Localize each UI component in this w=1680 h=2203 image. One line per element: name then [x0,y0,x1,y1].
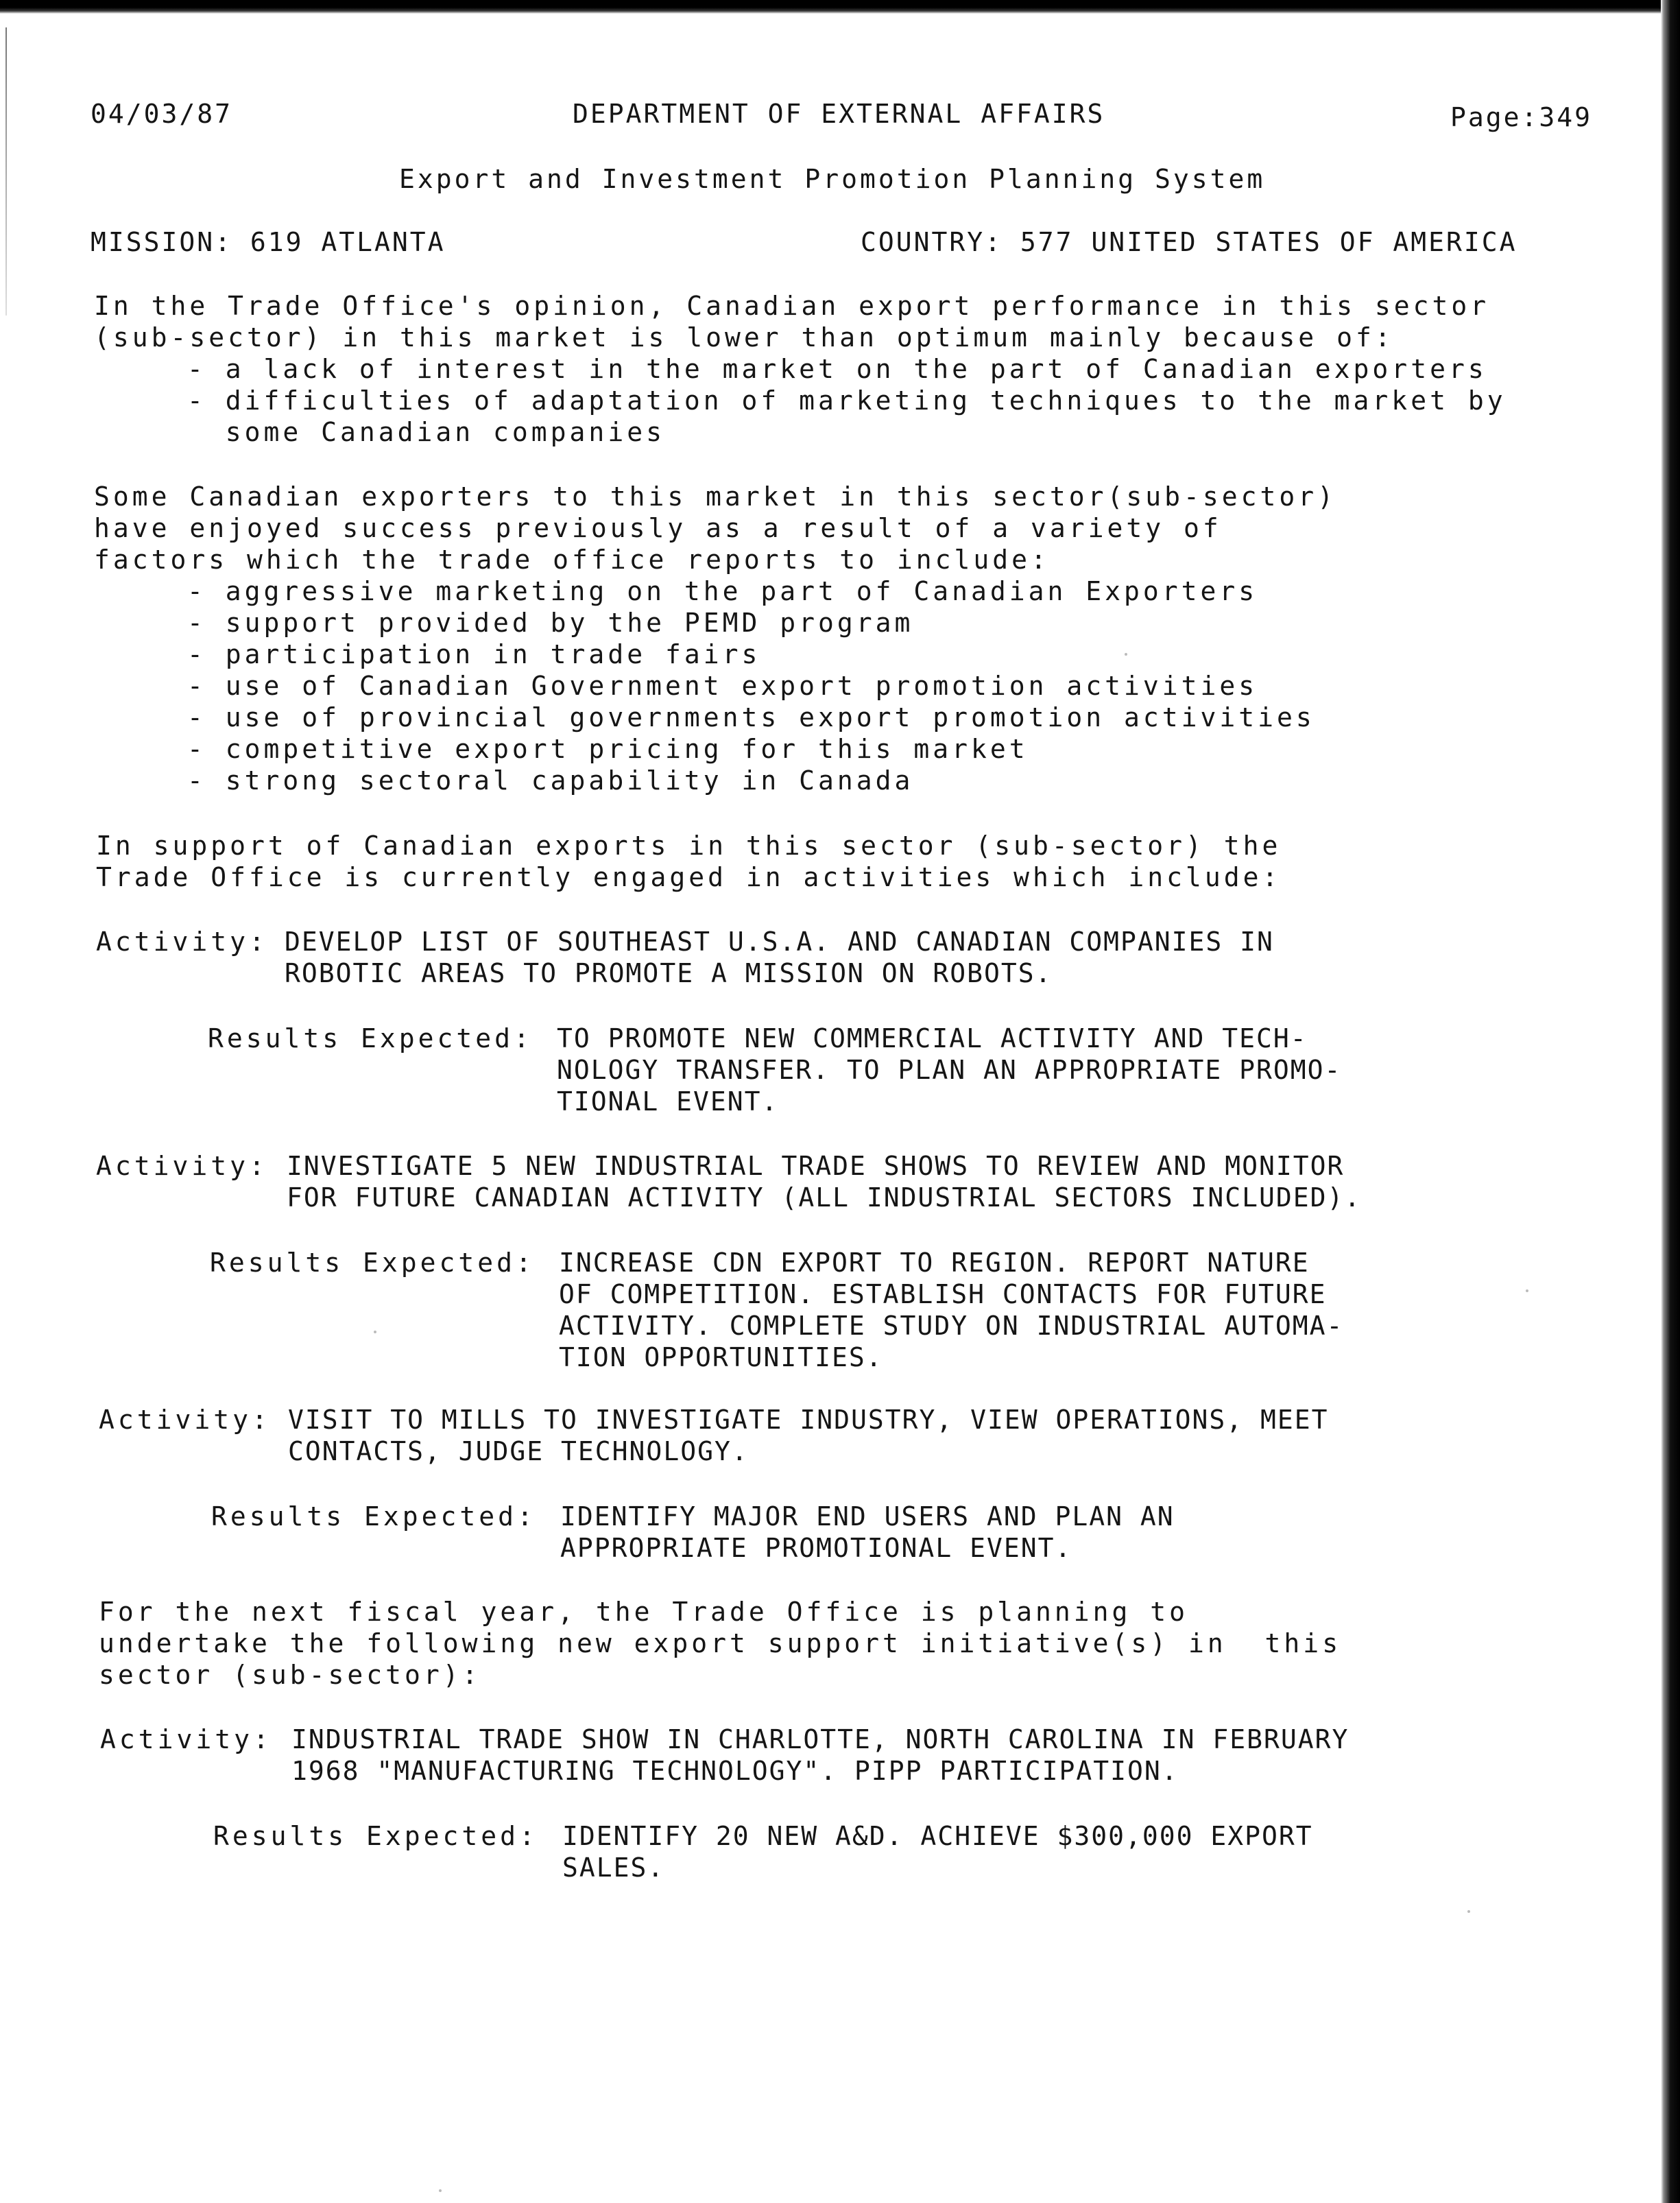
activity-text: INDUSTRIAL TRADE SHOW IN CHARLOTTE, NORTH CAROLINA IN FEBRUARY [291,1724,1349,1754]
activity-text: ROBOTIC AREAS TO PROMOTE A MISSION ON ROBOTS. [285,958,1053,988]
success-bullet: - use of provincial governments export promotion activities [187,702,1315,733]
opinion-bullet: - difficulties of adaptation of marketing techniques to the market by [187,385,1507,416]
results-label: Results Expected: [211,1501,536,1532]
scan-speck [1467,1910,1470,1913]
activity-text: FOR FUTURE CANADIAN ACTIVITY (ALL INDUSTRIAL SECTORS INCLUDED). [287,1182,1362,1213]
activity-text: CONTACTS, JUDGE TECHNOLOGY. [288,1436,749,1466]
next-year-line: undertake the following new export support initiative(s) in this [99,1628,1342,1658]
results-text: ACTIVITY. COMPLETE STUDY ON INDUSTRIAL AUTOMA- [559,1311,1344,1341]
page-number: Page:349 [1450,102,1593,132]
activity-label: Activity: [100,1724,272,1754]
country-label: COUNTRY: 577 UNITED STATES OF AMERICA [861,227,1517,257]
support-line: Trade Office is currently engaged in activities which include: [96,862,1282,892]
results-text: TO PROMOTE NEW COMMERCIAL ACTIVITY AND TECH- [557,1023,1308,1053]
results-text: NOLOGY TRANSFER. TO PLAN AN APPROPRIATE PROMO- [557,1055,1342,1085]
success-bullet: - strong sectoral capability in Canada [187,765,914,796]
success-bullet: - use of Canadian Government export promotion activities [187,671,1258,701]
results-text: SALES. [562,1853,665,1883]
opinion-bullet: - a lack of interest in the market on the part of Canadian exporters [187,354,1487,384]
scan-left-edge [5,27,7,315]
results-text: IDENTIFY MAJOR END USERS AND PLAN AN [560,1501,1175,1532]
support-line: In support of Canadian exports in this sector (sub-sector) the [96,831,1282,861]
next-year-line: sector (sub-sector): [99,1660,481,1690]
results-text: IDENTIFY 20 NEW A&D. ACHIEVE $300,000 EXPORT [562,1821,1313,1851]
activity-text: 1968 "MANUFACTURING TECHNOLOGY". PIPP PARTICIPATION. [291,1756,1179,1786]
success-bullet: - support provided by the PEMD program [187,608,914,638]
success-line: Some Canadian exporters to this market in this sector(sub-sector) [94,481,1337,512]
opinion-bullet: some Canadian companies [187,417,665,447]
department-name: DEPARTMENT OF EXTERNAL AFFAIRS [573,99,1105,129]
next-year-line: For the next fiscal year, the Trade Office is planning to [99,1597,1189,1627]
activity-label: Activity: [99,1405,271,1435]
results-text: TIONAL EVENT. [557,1086,779,1117]
success-bullet: - aggressive marketing on the part of Canadian Exporters [187,576,1258,606]
activity-text: VISIT TO MILLS TO INVESTIGATE INDUSTRY, VIEW OPERATIONS, MEET [288,1405,1329,1435]
success-bullet: - competitive export pricing for this market [187,734,1029,764]
results-text: APPROPRIATE PROMOTIONAL EVENT. [560,1533,1072,1563]
scan-right-edge [1661,0,1680,2203]
success-line: have enjoyed success previously as a result of a variety of [94,513,1222,543]
activity-text: INVESTIGATE 5 NEW INDUSTRIAL TRADE SHOWS TO REVIEW AND MONITOR [287,1151,1345,1181]
results-text: INCREASE CDN EXPORT TO REGION. REPORT NATURE [559,1248,1310,1278]
activity-label: Activity: [96,1151,268,1181]
results-text: TION OPPORTUNITIES. [559,1342,883,1372]
scan-speck [374,1331,376,1333]
success-bullet: - participation in trade fairs [187,639,761,669]
opinion-line: In the Trade Office's opinion, Canadian export performance in this sector [94,291,1490,321]
scan-speck [439,2189,442,2192]
results-label: Results Expected: [208,1023,533,1053]
scan-top-edge [0,0,1680,14]
results-label: Results Expected: [210,1248,535,1278]
success-line: factors which the trade office reports to include: [94,545,1050,575]
scan-speck [1526,1289,1528,1292]
activity-label: Activity: [96,927,268,957]
results-label: Results Expected: [213,1821,538,1851]
results-text: OF COMPETITION. ESTABLISH CONTACTS FOR FUTURE [559,1279,1327,1309]
activity-text: DEVELOP LIST OF SOUTHEAST U.S.A. AND CANADIAN COMPANIES IN [285,927,1274,957]
scan-speck [1125,653,1127,656]
opinion-line: (sub-sector) in this market is lower than optimum mainly because of: [94,322,1394,353]
system-title: Export and Investment Promotion Planning System [399,164,1266,194]
report-date: 04/03/87 [91,99,233,129]
mission-label: MISSION: 619 ATLANTA [91,227,446,257]
